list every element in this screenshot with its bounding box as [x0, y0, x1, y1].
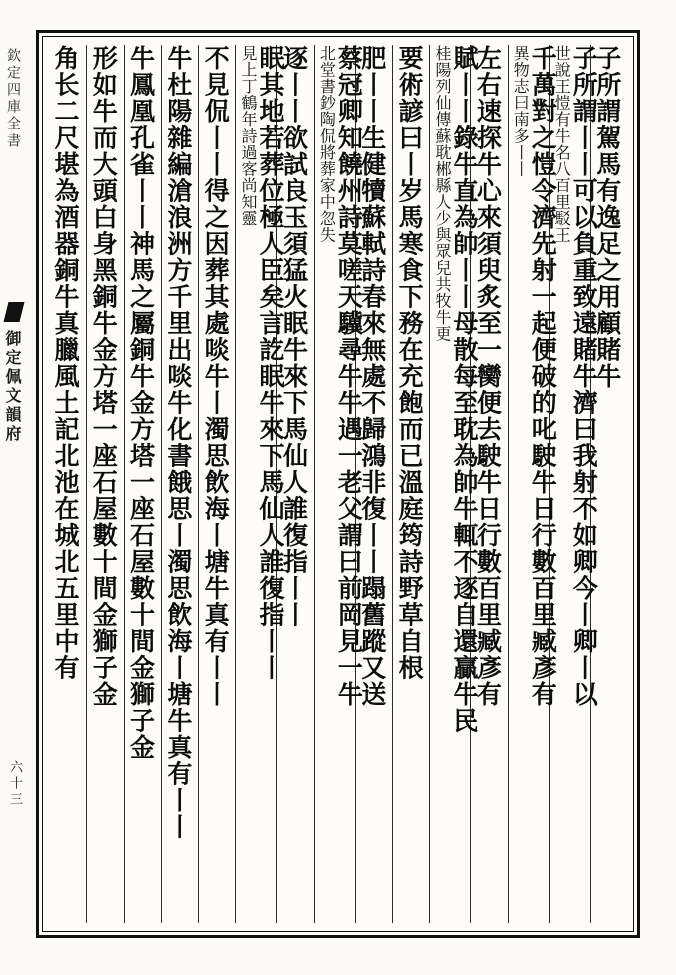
column-text: 牛杜陽雜編滄浪洲方千里出啖牛化書餓思丨濁思飲海丨塘牛真有丨丨 [163, 45, 193, 840]
column-text: 眠其地若葬位極人臣矣言訖眠牛來下馬仙人誰復指丨丨 [256, 45, 286, 681]
text-column-15 [49, 45, 86, 923]
text-column-5 [429, 45, 479, 923]
column-text: 千萬對之愷令濟先射一起便破的叱駛牛日行數百里臧彥有 [528, 45, 558, 708]
column-text: 蔡冠卿知饒州詩莫嗟天驥尋牛牛遇一老父謂曰前岡見一牛 [334, 45, 364, 708]
column-with-annotation [433, 45, 477, 923]
spine-page-number: 六十三 [7, 760, 22, 808]
text-column-10 [235, 45, 286, 923]
column-text: 不見侃丨丨得之因葬其處啖牛丨濁思飲海丨塘牛真有丨丨 [201, 45, 231, 708]
column-text: 逐丨丨欲試良玉須猛火眠牛來下馬仙人誰復指丨丨 [279, 45, 309, 628]
spine-ink-mark [4, 302, 25, 322]
text-column-14 [86, 45, 123, 923]
column-annotation: 北堂書鈔陶侃將葬家中忽失 [317, 45, 337, 243]
column-text: 子所謂丨丨可以負重致遠賭牛濟曰我射不如卿今丨卿丨以 [569, 45, 599, 708]
column-with-annotation [512, 45, 556, 923]
column-annotation: 世說王愷有牛名八百里駁王 [552, 45, 572, 243]
book-spine-margin [0, 30, 36, 938]
column-text: 牛鳳凰孔雀丨丨神馬之屬銅牛金方塔一座石屋數十間金獅子金 [126, 45, 156, 761]
text-column-8 [314, 45, 364, 923]
column-text: 形如牛而大頭白身黑銅牛金方塔一座石屋數十間金獅子金 [89, 45, 119, 708]
spine-series-title: 欽定四庫全書 [5, 48, 21, 150]
column-with-annotation [239, 45, 286, 923]
column-annotation: 見上丁鶴年詩過客尚知靈 [239, 45, 259, 227]
spine-book-title: 御定佩文韻府 [3, 330, 22, 444]
column-text: 賦丨丨錄牛直為帥丨丨母散每至耽為帥牛輒不逐自還贏牛民 [449, 45, 479, 734]
text-column-13 [124, 45, 161, 923]
text-column-11 [198, 45, 235, 923]
column-text: 肥丨丨生健犢蘇軾詩春來無處不歸鴻非復丨丨蹋舊蹤又送 [357, 45, 387, 708]
column-text: 子所謂駕馬有逸足之用顧賭牛 [592, 45, 622, 390]
text-column-6 [392, 45, 429, 923]
column-text: 要術諺曰丨岁馬寒食下務在充飽而已溫庭筠詩野草自根 [395, 45, 425, 681]
text-column-3 [508, 45, 558, 923]
column-annotation: 異物志曰南多丨丨 [511, 45, 531, 177]
column-with-annotation [553, 45, 597, 923]
text-column-12 [161, 45, 198, 923]
column-text: 角长二尺堪為酒器銅牛真臘風土記北池在城北五里中有 [50, 45, 80, 681]
text-body [45, 39, 631, 929]
column-annotation: 桂陽列仙傳蘇耽郴縣人少與眾兒共牧牛更 [432, 45, 452, 342]
column-text: 左右速探牛心來須臾炙至一臠便去駛牛日行數百里臧彥有 [473, 45, 503, 708]
column-with-annotation [318, 45, 362, 923]
